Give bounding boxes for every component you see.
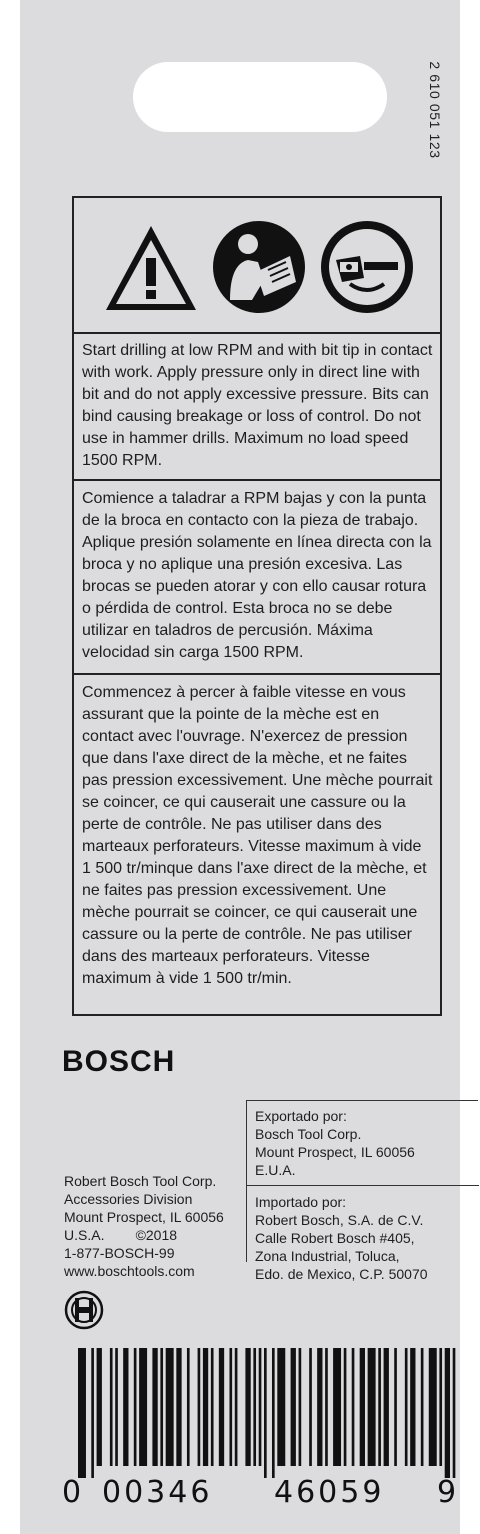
barcode-bar — [253, 1348, 256, 1466]
barcode-digits — [62, 1475, 462, 1515]
read-manual-icon — [212, 220, 306, 314]
importer-line: Zona Industrial, Toluca, — [255, 1248, 400, 1264]
importer-line: Robert Bosch, S.A. de C.V. — [255, 1212, 424, 1228]
safety-icon-row — [74, 198, 440, 334]
barcode-bar — [453, 1348, 456, 1478]
barcode-bar — [203, 1348, 208, 1466]
company-line: Mount Prospect, IL 60056 — [64, 1209, 224, 1225]
barcode-bar — [91, 1348, 94, 1478]
company-line: www.boschtools.com — [64, 1263, 195, 1279]
eye-protection-icon — [320, 220, 414, 314]
exporter-line: E.U.A. — [255, 1162, 296, 1178]
divider — [74, 673, 440, 675]
barcode-group-1: 00346 — [102, 1475, 213, 1510]
barcode-bar — [317, 1348, 322, 1466]
company-line: U.S.A. ©2018 — [64, 1227, 178, 1243]
barcode-bar — [160, 1348, 163, 1466]
part-number: 2 610 051 123 — [427, 61, 443, 159]
barcode-bar — [378, 1348, 381, 1466]
barcode-bar — [176, 1348, 181, 1466]
part-number-area — [418, 40, 452, 180]
barcode-bar — [410, 1348, 415, 1466]
barcode-bar — [229, 1348, 232, 1466]
barcode-bar — [352, 1348, 355, 1466]
barcode-bars — [78, 1348, 458, 1478]
barcode-bar — [264, 1348, 267, 1478]
barcode-bar — [152, 1348, 157, 1466]
company-info — [64, 1172, 224, 1280]
barcode-bar — [187, 1348, 190, 1466]
warning-triangle-icon — [104, 224, 198, 312]
barcode-bar — [384, 1348, 389, 1466]
hang-hole — [133, 62, 387, 132]
company-line: Robert Bosch Tool Corp. — [64, 1173, 217, 1189]
barcode — [78, 1348, 458, 1478]
barcode-bar — [272, 1348, 275, 1478]
divider — [74, 479, 440, 481]
company-line: Accessories Division — [64, 1191, 193, 1207]
barcode-bar — [291, 1348, 296, 1466]
barcode-bar — [394, 1348, 397, 1466]
barcode-bar — [344, 1348, 347, 1466]
barcode-bar — [78, 1348, 86, 1478]
barcode-bar — [360, 1348, 365, 1466]
barcode-bar — [299, 1348, 302, 1466]
barcode-bar — [429, 1348, 437, 1466]
barcode-bar — [309, 1348, 312, 1466]
barcode-bar — [219, 1348, 224, 1466]
barcode-bar — [277, 1348, 285, 1466]
barcode-bar — [134, 1348, 137, 1466]
company-line: 1-877-BOSCH-99 — [64, 1245, 175, 1261]
barcode-bar — [333, 1348, 341, 1466]
barcode-group-2: 46059 — [274, 1475, 385, 1510]
barcode-bar — [123, 1348, 128, 1466]
warning-text-french: Commencez à percer à faible vitesse en vous assurant que la pointe de la mèche est en contact avec l'ouvrage. N'exercez de pression que dans l'axe direct de la mèche, et ne faites pas pression excessivement. Une mèche pourrait se coincer, ce qui causerait une cassure ou la perte de contrôle. Ne pas utiliser dans des marteaux perforateurs. Vitesse maximum à vide 1 500 tr/minque dans l'axe direct de la mèche, et ne faites pas pression excessivement. Une mèche pourrait se coincer, ce qui causerait une cassure ou la perte de contrôle. Ne pas utiliser dans des marteaux perforateurs. Vitesse maximum à vide 1 500 tr/min. — [82, 684, 433, 987]
barcode-bar — [235, 1348, 238, 1466]
barcode-bar — [405, 1348, 408, 1466]
warning-text-spanish: Comience a taladrar a RPM bajas y con la punta de la broca en contacto con la pieza de trabajo. Aplique presión solamente en línea directa con la broca y no aplique una presión excesiva. Las brocas se pueden atorar y con ello causar rotura o pérdida de control. Esta broca no se debe utilizar en taladros de percusión. Máxima velocidad sin carga 1500 RPM. — [82, 490, 432, 661]
importer-line: Edo. de Mexico, C.P. 50070 — [255, 1266, 428, 1282]
barcode-bar — [166, 1348, 174, 1466]
importer-line: Calle Robert Bosch #405, — [255, 1230, 415, 1246]
exporter-info — [255, 1107, 415, 1179]
brand-wordmark: BOSCH — [62, 1045, 176, 1078]
barcode-bar — [97, 1348, 102, 1466]
bosch-armature-logo — [64, 1290, 104, 1330]
barcode-bar — [139, 1348, 147, 1466]
barcode-bar — [115, 1348, 118, 1466]
barcode-left-digit: 0 — [62, 1475, 82, 1510]
barcode-bar — [421, 1348, 424, 1466]
barcode-bar — [445, 1348, 450, 1478]
packaging-card — [20, 0, 460, 1534]
exporter-line: Exportado por: — [255, 1108, 347, 1124]
barcode-bar — [198, 1348, 201, 1466]
barcode-bar — [110, 1348, 113, 1466]
exporter-line: Bosch Tool Corp. — [255, 1126, 362, 1142]
warning-text-english: Start drilling at low RPM and with bit tip in contact with work. Apply pressure only in direct line with bit and do not apply excessive pressure. Bits can bind causing breakage or loss of control. Do not use in hammer drills. Maximum no load speed 1500 RPM. — [82, 342, 433, 469]
divider — [247, 1185, 479, 1186]
importer-line: Importado por: — [255, 1194, 347, 1210]
exporter-line: Mount Prospect, IL 60056 — [255, 1144, 415, 1160]
barcode-right-digit: 9 — [437, 1475, 457, 1510]
importer-info — [255, 1193, 428, 1283]
barcode-bar — [211, 1348, 214, 1466]
warning-box — [72, 196, 442, 1016]
barcode-bar — [439, 1348, 442, 1466]
barcode-bar — [259, 1348, 262, 1466]
barcode-bar — [325, 1348, 328, 1466]
barcode-bar — [368, 1348, 376, 1466]
importer-box — [246, 1100, 478, 1282]
barcode-bar — [245, 1348, 250, 1466]
